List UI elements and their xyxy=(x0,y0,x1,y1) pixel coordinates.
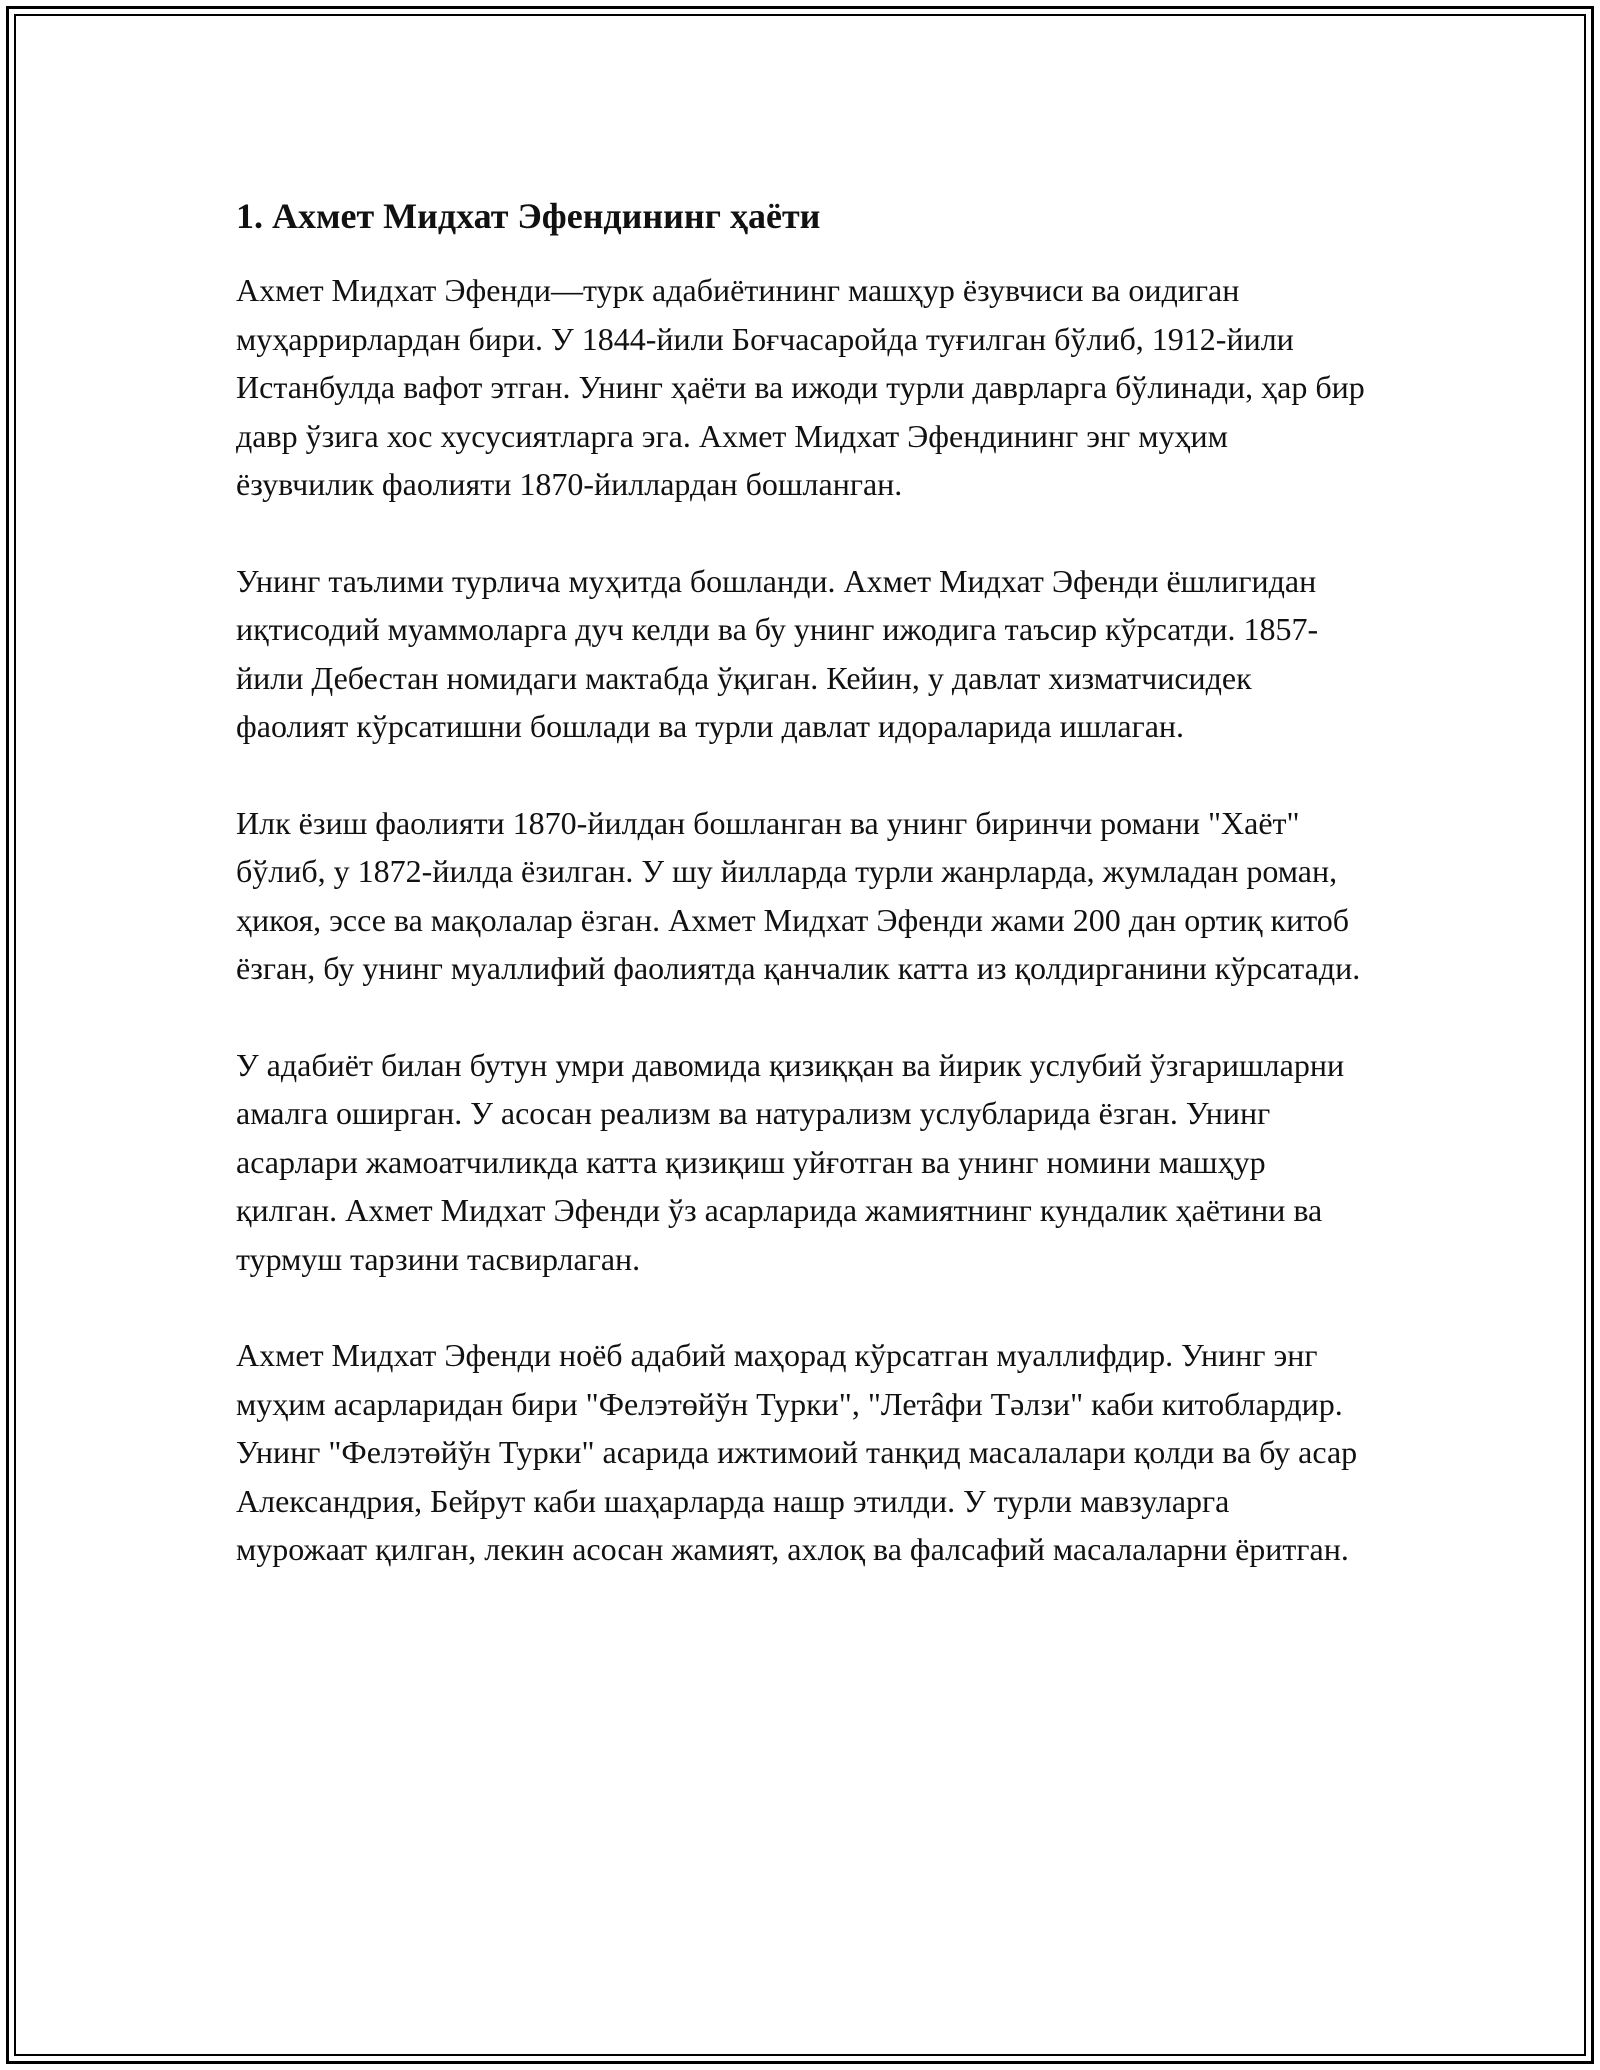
document-body xyxy=(236,190,1366,1622)
paragraph-5: Ахмет Мидхат Эфенди ноёб адабий маҳорад кўрсатган муаллифдир. Унинг энг муҳим асарларидан бири "Фелэтөйўн Турки", "Летâфи Тәлзи" каби китоблардир. Унинг "Фелэтөйўн Турки" асарида ижтимоий танқид масалалари қолди ва бу асар Александрия, Бейрут каби шаҳарларда нашр этилди. У турли мавзуларга мурожаат қилган, лекин асосан жамият, ахлоқ ва фалсафий масалаларни ёритган. xyxy=(236,1337,1358,1567)
paragraph-3: Илк ёзиш фаолияти 1870-йилдан бошланган ва унинг биринчи романи "Хаёт" бўлиб, у 1872-йилда ёзилган. У шу йилларда турли жанрларда, жумладан роман, ҳикоя, эссе ва мақолалар ёзган. Ахмет Мидхат Эфенди жами 200 дан ортиқ китоб ёзган, бу унинг муаллифий фаолиятда қанчалик катта из қолдирганини кўрсатади. xyxy=(236,804,1361,986)
paragraph-2: Унинг таълими турлича муҳитда бошланди. Ахмет Мидхат Эфенди ёшлигидан иқтисодий муаммоларга дуч келди ва бу унинг ижодига таъсир кўрсатди. 1857-йили Дебестан номидаги мактабда ўқиган. Кейин, у давлат хизматчисидек фаолият кўрсатишни бошлади ва турли давлат идораларида ишлаган. xyxy=(236,562,1319,744)
section-heading: 1. Ахмет Мидхат Эфендининг ҳаёти xyxy=(236,196,821,236)
paragraph-1: Ахмет Мидхат Эфенди—турк адабиётининг машҳур ёзувчиси ва оидиган муҳаррирлардан бири. У 1844-йили Боғчасаройда туғилган бўлиб, 1912-йили Истанбулда вафот этган. Унинг ҳаёти ва ижоди турли даврларга бўлинади, ҳар бир давр ўзига хос хусусиятларга эга. Ахмет Мидхат Эфендининг энг муҳим ёзувчилик фаолияти 1870-йиллардан бошланган. xyxy=(236,272,1365,502)
paragraph-4: У адабиёт билан бутун умри давомида қизиққан ва йирик услубий ўзгаришларни амалга оширган. У асосан реализм ва натурализм услубларида ёзган. Унинг асарлари жамоатчиликда катта қизиқиш уйғотган ва унинг номини машҳур қилган. Ахмет Мидхат Эфенди ўз асарларида жамиятнинг кундалик ҳаётини ва турмуш тарзини тасвирлаган. xyxy=(236,1046,1345,1277)
